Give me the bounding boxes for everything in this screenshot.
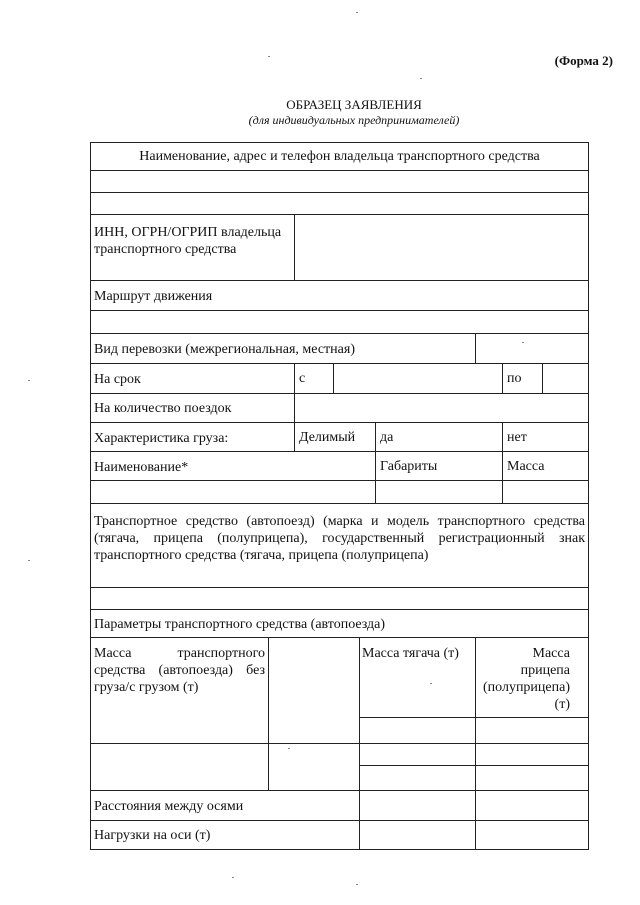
row-rule [359, 765, 589, 766]
tractor-mass-label: Масса тягача (т) [362, 646, 459, 661]
route-label: Маршрут движения [94, 289, 213, 304]
divisible-label: Делимый [299, 430, 356, 445]
cargo-name-label: Наименование* [94, 460, 189, 475]
vehicle-mass-field[interactable] [269, 638, 359, 743]
col-rule [294, 422, 295, 451]
row-rule [90, 142, 589, 143]
scan-speck [28, 560, 30, 561]
vehicle-field[interactable] [91, 588, 588, 609]
row-rule [90, 451, 589, 452]
period-label: На срок [94, 372, 141, 387]
trailer-mass-label: Масса прицепа (полуприцепа) (т) [482, 646, 570, 712]
owner-field-line-1[interactable] [91, 171, 588, 192]
row-rule [90, 849, 589, 850]
owner-field-line-2[interactable] [91, 193, 588, 214]
inn-label: ИНН, ОГРН/ОГРИП владельца транспортного средства [94, 225, 282, 257]
document-subtitle: (для индивидуальных предпринимателей) [248, 113, 460, 127]
inn-field[interactable] [295, 215, 588, 280]
document-title: ОБРАЗЕЦ ЗАЯВЛЕНИЯ [286, 97, 422, 112]
cargo-dimensions-field[interactable] [376, 481, 502, 503]
period-to-label: по [507, 371, 522, 386]
form-number-label: (Форма 2) [554, 53, 613, 68]
scan-speck [420, 78, 422, 79]
scan-speck [356, 884, 358, 885]
scan-speck [232, 877, 234, 878]
period-to-field[interactable] [543, 364, 588, 393]
cargo-name-field[interactable] [91, 481, 375, 503]
scan-speck [28, 380, 30, 381]
row-rule [90, 280, 589, 281]
period-from-label: с [299, 371, 306, 386]
no-label: нет [507, 430, 527, 445]
axle-distance-label: Расстояния между осями [94, 799, 244, 814]
scan-speck [430, 683, 432, 684]
row-rule [90, 422, 589, 423]
axle-load-label: Нагрузки на оси (т) [94, 828, 211, 843]
scan-speck [288, 748, 290, 749]
axle-load-field[interactable] [360, 821, 588, 849]
yes-label: да [380, 430, 394, 445]
owner-heading: Наименование, адрес и телефон владельца транспортного средства [139, 149, 540, 164]
row-rule [90, 743, 589, 744]
params-heading: Параметры транспортного средства (автопоезда) [94, 617, 386, 632]
axle-distance-field[interactable] [360, 791, 588, 820]
scan-speck [356, 12, 358, 13]
col-rule [502, 363, 503, 393]
scan-speck [522, 342, 524, 343]
mass-label: Масса [507, 459, 545, 474]
tractor-mass-field[interactable] [360, 718, 475, 743]
dimensions-label: Габариты [380, 459, 438, 474]
trailer-mass-field[interactable] [476, 718, 588, 743]
cargo-mass-field[interactable] [503, 481, 588, 503]
trips-field[interactable] [295, 394, 588, 422]
row-rule [90, 609, 589, 610]
transport-type-field[interactable] [476, 334, 588, 363]
vehicle-description-label: Транспортное средство (автопоезд) (марка и модель транспортного средства (тягача, прицепа (полуприцепа), государственный регистрационный знак транспортного средства (тягача, прицепа (полуприцепа) [94, 514, 585, 563]
cargo-characteristic-label: Характеристика груза: [94, 431, 229, 446]
row-rule [90, 503, 589, 504]
trips-label: На количество поездок [94, 401, 232, 416]
scan-speck [268, 56, 270, 57]
route-field[interactable] [91, 311, 588, 333]
period-from-field[interactable] [334, 364, 502, 393]
vehicle-mass-label: Масса транспортного средства (автопоезда) без груза/с грузом (т) [94, 646, 265, 695]
transport-type-label: Вид перевозки (межрегиональная, местная) [94, 342, 355, 357]
